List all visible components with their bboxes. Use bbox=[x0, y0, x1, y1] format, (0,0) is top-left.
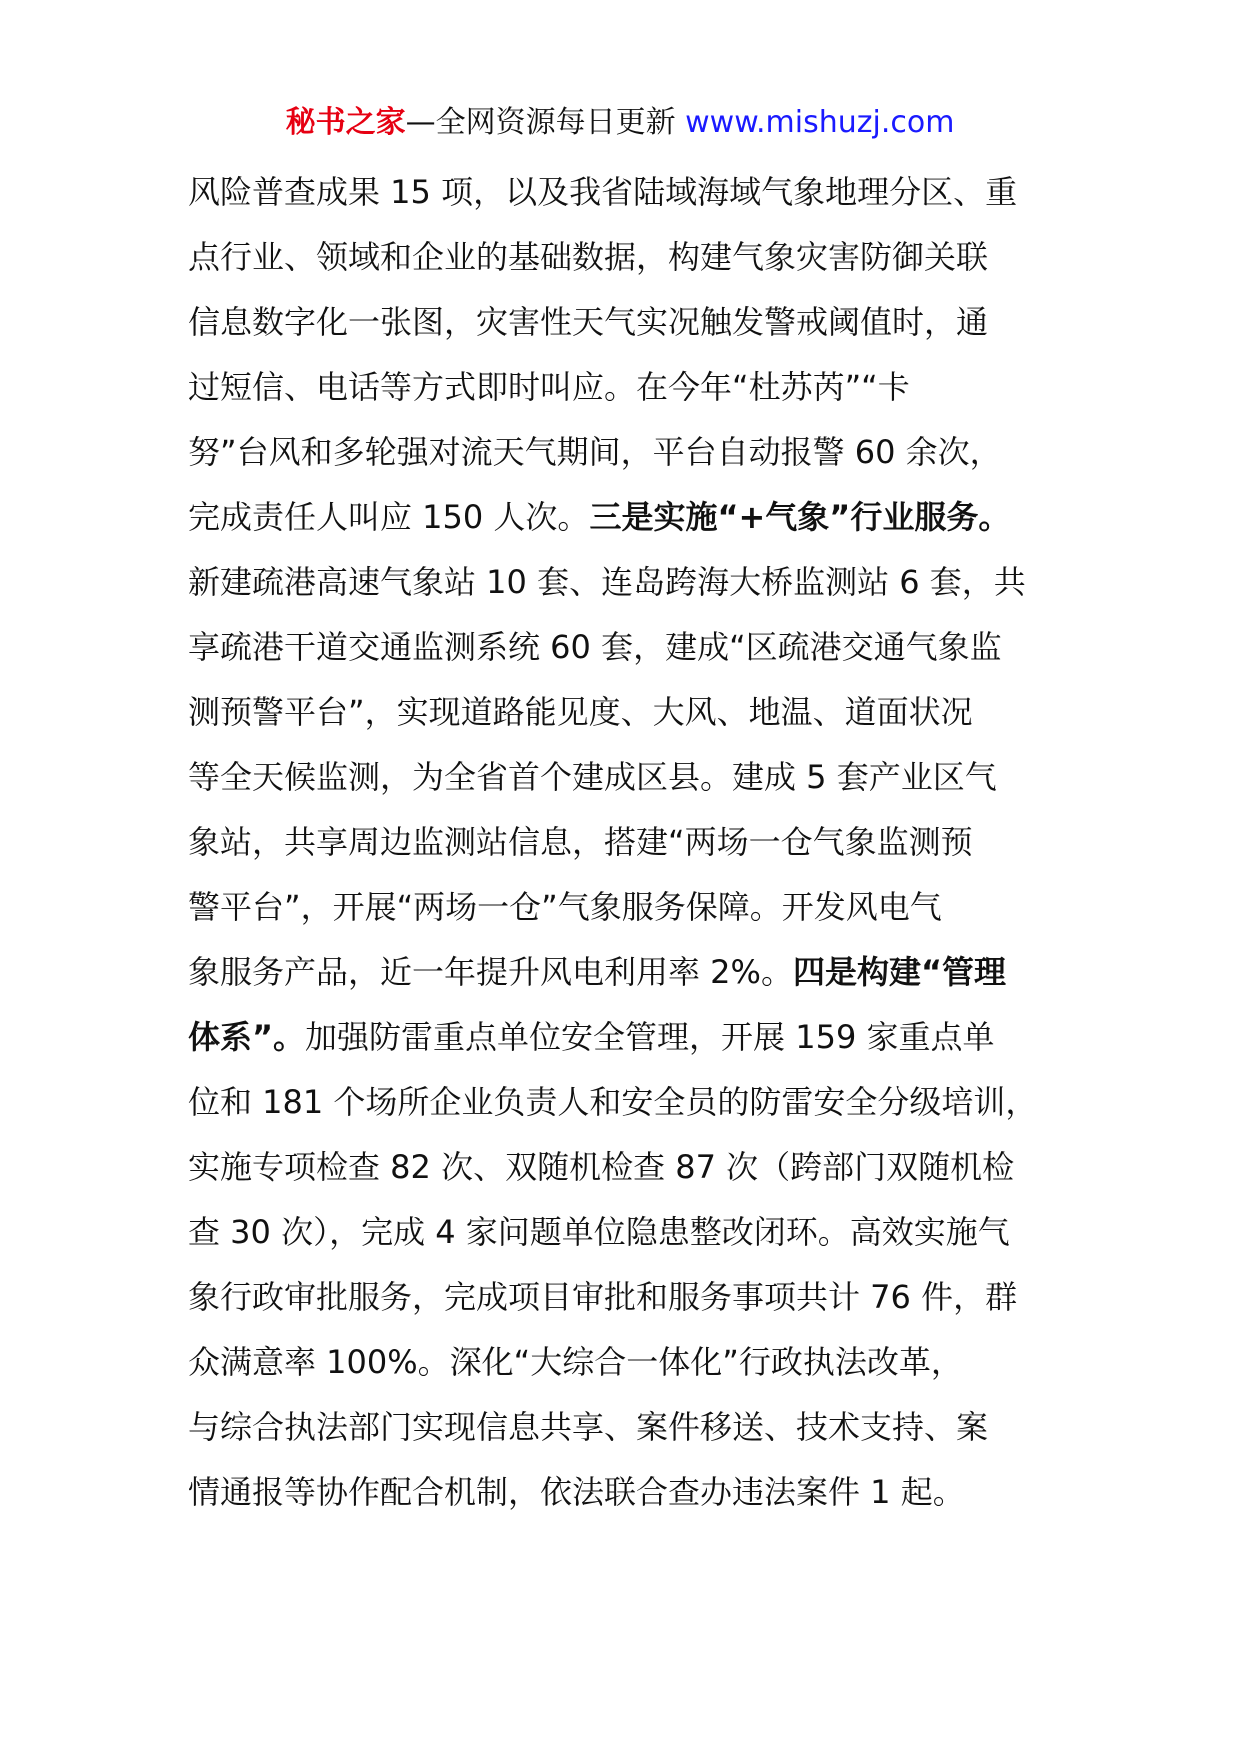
text-line bbox=[188, 1080, 1088, 1145]
text-segment: 风险普查成果 15 项，以及我省陆域海域气象地理分区、重 bbox=[188, 173, 1018, 211]
text-line bbox=[188, 625, 1088, 690]
bold-text-segment: 三是实施“+气象”行业服务。 bbox=[589, 498, 1011, 536]
text-segment: 努”台风和多轮强对流天气期间，平台自动报警 60 余次， bbox=[188, 433, 1002, 471]
text-segment: 完成责任人叫应 150 人次。 bbox=[188, 498, 590, 536]
text-line bbox=[188, 300, 1088, 365]
text-line bbox=[188, 820, 1088, 885]
bold-text-segment: 体系”。 bbox=[188, 1018, 306, 1056]
text-segment: 信息数字化一张图，灾害性天气实况触发警戒阈值时，通 bbox=[188, 303, 989, 341]
brand-name: 秘书之家 bbox=[285, 105, 406, 140]
text-segment: 情通报等协作配合机制，依法联合查办违法案件 1 起。 bbox=[188, 1473, 965, 1511]
text-line bbox=[188, 170, 1088, 235]
text-segment: 警平台”，开展“两场一仓”气象服务保障。开发风电气 bbox=[188, 888, 942, 926]
text-segment: 象服务产品，近一年提升风电利用率 2%。 bbox=[188, 953, 793, 991]
text-segment: 位和 181 个场所企业负责人和安全员的防雷安全分级培训， bbox=[188, 1083, 1038, 1121]
page-header bbox=[0, 103, 1240, 143]
document-body bbox=[188, 170, 1088, 1535]
text-line bbox=[188, 1470, 1088, 1535]
text-line bbox=[188, 235, 1088, 300]
text-segment: 测预警平台”，实现道路能见度、大风、地温、道面状况 bbox=[188, 693, 973, 731]
text-line bbox=[188, 1145, 1088, 1210]
text-line bbox=[188, 1275, 1088, 1340]
text-line bbox=[188, 430, 1088, 495]
text-line bbox=[188, 755, 1088, 820]
text-line bbox=[188, 495, 1088, 560]
text-segment: 等全天候监测，为全省首个建成区县。建成 5 套产业区气 bbox=[188, 758, 997, 796]
text-line bbox=[188, 1210, 1088, 1275]
text-segment: 与综合执法部门实现信息共享、案件移送、技术支持、案 bbox=[188, 1408, 989, 1446]
text-segment: 新建疏港高速气象站 10 套、连岛跨海大桥监测站 6 套，共 bbox=[188, 563, 1026, 601]
text-segment: 实施专项检查 82 次、双随机检查 87 次（跨部门双随机检 bbox=[188, 1148, 1015, 1186]
bold-text-segment: 四是构建“管理 bbox=[792, 953, 1006, 991]
text-segment: 查 30 次），完成 4 家问题单位隐患整改闭环。高效实施气 bbox=[188, 1213, 1010, 1251]
text-line bbox=[188, 950, 1088, 1015]
text-line bbox=[188, 1015, 1088, 1080]
text-segment: 加强防雷重点单位安全管理，开展 159 家重点单 bbox=[305, 1018, 995, 1056]
text-line bbox=[188, 560, 1088, 625]
text-line bbox=[188, 885, 1088, 950]
text-line bbox=[188, 1405, 1088, 1470]
text-segment: 象行政审批服务，完成项目审批和服务事项共计 76 件，群 bbox=[188, 1278, 1018, 1316]
text-segment: 象站，共享周边监测站信息，搭建“两场一仓气象监测预 bbox=[188, 823, 973, 861]
header-tagline: —全网资源每日更新 bbox=[405, 105, 686, 140]
site-url-link[interactable]: www.mishuzj.com bbox=[685, 105, 955, 140]
text-segment: 过短信、电话等方式即时叫应。在今年“杜苏芮”“卡 bbox=[188, 368, 910, 406]
text-segment: 点行业、领域和企业的基础数据，构建气象灾害防御关联 bbox=[188, 238, 989, 276]
text-segment: 众满意率 100%。深化“大综合一体化”行政执法改革， bbox=[188, 1343, 963, 1381]
text-line bbox=[188, 1340, 1088, 1405]
text-line bbox=[188, 365, 1088, 430]
text-line bbox=[188, 690, 1088, 755]
text-segment: 享疏港干道交通监测系统 60 套，建成“区疏港交通气象监 bbox=[188, 628, 1002, 666]
